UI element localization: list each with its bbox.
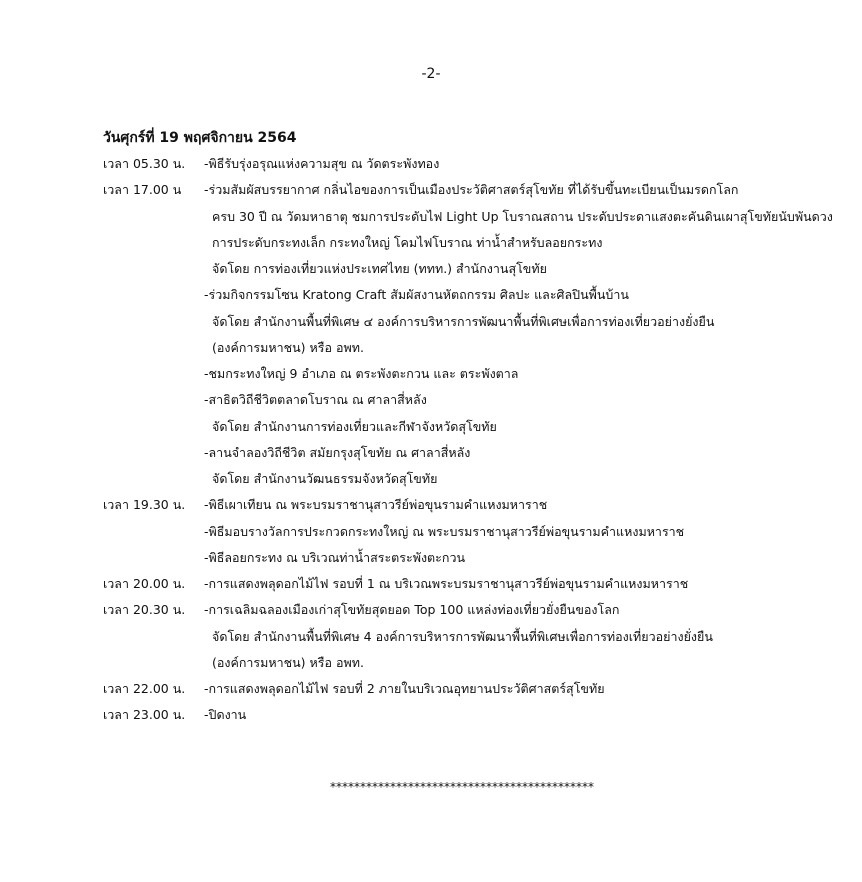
- schedule-text: จัดโดย สำนักงานวัฒนธรรมจังหวัดสุโขทัย: [212, 471, 438, 486]
- schedule-text: -สาธิตวิถีชีวิตตลาดโบราณ ณ ศาลาสี่หลัง: [204, 392, 427, 408]
- schedule-line: [103, 309, 843, 335]
- schedule-line: [103, 282, 843, 308]
- schedule-text: จัดโดย สำนักงานการท่องเที่ยวและกีฬาจังหวัดสุโขทัย: [212, 418, 497, 434]
- schedule-text: -พิธีมอบรางวัลการประกวดกระทงใหญ่ ณ พระบรมราชานุสาวรีย์พ่อขุนรามคำแหงมหาราช: [204, 523, 685, 539]
- schedule-time: เวลา 20.00 น.: [103, 576, 186, 591]
- page-number: -2-: [421, 66, 441, 82]
- schedule-text: -พิธีรับรุ่งอรุณแห่งความสุข ณ วัดตระพังทอง: [204, 156, 440, 171]
- schedule-text: -การเฉลิมฉลองเมืองเก่าสุโขทัยสุดยอด Top 100 แหล่งท่องเที่ยวยั่งยืนของโลก: [204, 602, 620, 618]
- schedule-text: -การแสดงพลุดอกไม้ไฟ รอบที่ 1 ณ บริเวณพระบรมราชานุสาวรีย์พ่อขุนรามคำแหงมหาราช: [204, 576, 689, 591]
- schedule-line: [103, 597, 843, 623]
- schedule-time: เวลา 17.00 น: [103, 182, 182, 198]
- schedule-line: [103, 624, 843, 650]
- schedule-text: (องค์การมหาชน) หรือ อพท.: [212, 654, 364, 670]
- schedule-text: -การแสดงพลุดอกไม้ไฟ รอบที่ 2 ภายในบริเวณอุทยานประวัติศาสตร์สุโขทัย: [204, 681, 605, 696]
- end-divider: ********************************************: [330, 780, 594, 794]
- schedule-line: [103, 650, 843, 676]
- schedule-time: เวลา 05.30 น.: [103, 156, 186, 171]
- schedule-line: [103, 519, 843, 545]
- schedule-line: [103, 466, 843, 492]
- schedule-text: -ร่วมกิจกรรมโซน Kratong Craft สัมผัสงานหัตถกรรม ศิลปะ และศิลปินพื้นบ้าน: [204, 287, 629, 303]
- schedule-line: [103, 571, 843, 597]
- schedule-line: [103, 440, 843, 466]
- schedule-text: ครบ 30 ปี ณ วัดมหาธาตุ ชมการประดับไฟ Light Up โบราณสถาน ประดับประดาแสงตะคันดินเผาสุโขทัยนับพันดวง: [212, 208, 833, 224]
- schedule-line: [103, 177, 843, 203]
- schedule-line: [103, 335, 843, 361]
- schedule-text: -ชมกระทงใหญ่ 9 อำเภอ ณ ตระพังตะกวน และ ตระพังตาล: [204, 366, 519, 381]
- schedule-text: -พิธีเผาเทียน ณ พระบรมราชานุสาวรีย์พ่อขุนรามคำแหงมหาราช: [204, 497, 548, 513]
- schedule-line: [103, 256, 843, 282]
- schedule-text: (องค์การมหาชน) หรือ อพท.: [212, 339, 364, 355]
- schedule-text: การประดับกระทงเล็ก กระทงใหญ่ โคมไฟโบราณ ท่าน้ำสำหรับลอยกระทง: [212, 234, 603, 250]
- schedule-line: [103, 204, 843, 230]
- schedule-line: [103, 414, 843, 440]
- schedule-text: จัดโดย สำนักงานพื้นที่พิเศษ ๔ องค์การบริหารการพัฒนาพื้นที่พิเศษเพื่อการท่องเที่ยวอย่างยั่งยืน: [212, 313, 715, 329]
- schedule-line: [103, 230, 843, 256]
- schedule-list: [103, 151, 843, 729]
- schedule-line: [103, 545, 843, 571]
- schedule-time: เวลา 23.00 น.: [103, 707, 186, 723]
- schedule-time: เวลา 22.00 น.: [103, 681, 186, 696]
- schedule-time: เวลา 20.30 น.: [103, 602, 186, 618]
- schedule-line: [103, 676, 843, 702]
- schedule-text: -ร่วมสัมผัสบรรยากาศ กลิ่นไอของการเป็นเมืองประวัติศาสตร์สุโขทัย ที่ได้รับขึ้นทะเบียนเป็นมรดกโลก: [204, 182, 739, 198]
- schedule-time: เวลา 19.30 น.: [103, 497, 186, 513]
- schedule-line: [103, 361, 843, 387]
- schedule-text: -ปิดงาน: [204, 707, 247, 723]
- schedule-line: [103, 492, 843, 518]
- schedule-text: จัดโดย การท่องเที่ยวแห่งประเทศไทย (ททท.) สำนักงานสุโขทัย: [212, 261, 547, 276]
- schedule-line: [103, 702, 843, 728]
- schedule-line: [103, 387, 843, 413]
- schedule-text: -พิธีลอยกระทง ณ บริเวณท่าน้ำสระตระพังตะกวน: [204, 549, 466, 565]
- schedule-text: -ลานจำลองวิถีชีวิต สมัยกรุงสุโขทัย ณ ศาลาสี่หลัง: [204, 444, 471, 460]
- day-heading: วันศุกร์ที่ 19 พฤศจิกายน 2564: [103, 130, 297, 146]
- schedule-line: [103, 151, 843, 177]
- schedule-text: จัดโดย สำนักงานพื้นที่พิเศษ 4 องค์การบริหารการพัฒนาพื้นที่พิเศษเพื่อการท่องเที่ยวอย่างยั่งยืน: [212, 628, 713, 644]
